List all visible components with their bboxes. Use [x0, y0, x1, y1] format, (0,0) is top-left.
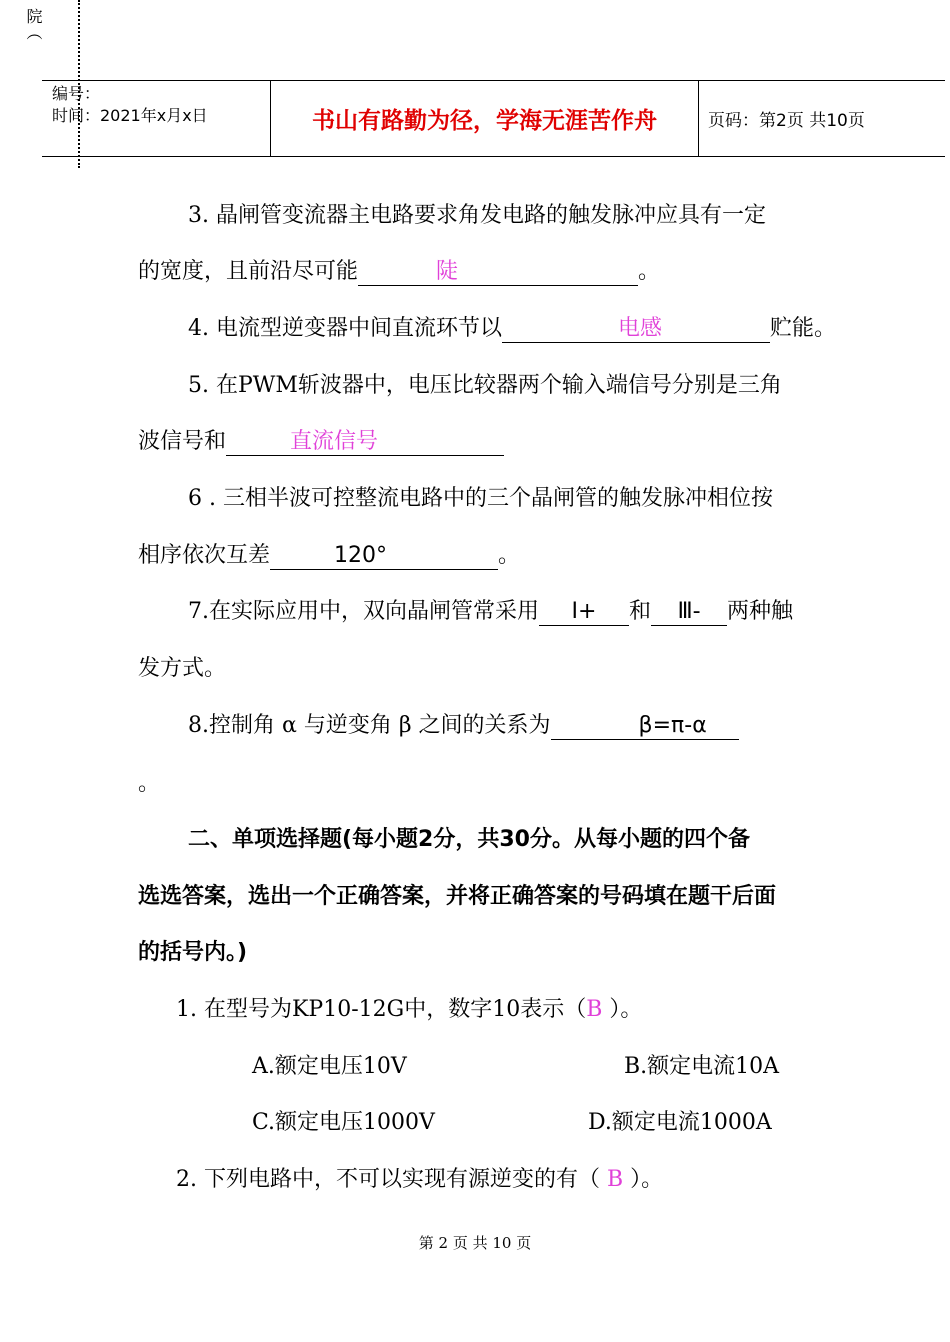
section2-line2: 选选答案，选出一个正确答案，并将正确答案的号码填在题干后面	[138, 884, 777, 909]
q7-answer2: Ⅲ-	[677, 599, 701, 624]
q3-blank	[358, 259, 638, 286]
q7-text: 7.在实际应用中，双向晶闸管常采用	[188, 599, 539, 624]
q5-answer: 直流信号	[290, 429, 379, 454]
q6-blank	[270, 543, 498, 570]
header-page-info: 页码：第2页 共10页	[708, 111, 865, 131]
q8-answer: β=π-α	[638, 713, 707, 738]
q8-blank	[551, 713, 739, 740]
c1-option-c: C.额定电压1000V	[252, 1110, 435, 1135]
q3-text: 的宽度，且前沿尽可能	[138, 259, 359, 284]
c1-end: ）。	[602, 997, 643, 1022]
q6-answer: 120°	[334, 543, 388, 568]
q5-text: 波信号和	[138, 429, 227, 454]
section2-heading: 二、单项选择题(每小题2分，共30分。从每小题的四个备	[188, 827, 750, 852]
time-label: 时间：2021年x月x日	[52, 106, 208, 125]
q6-line2	[138, 538, 520, 570]
q4-text: 4. 电流型逆变器中间直流环节以	[188, 316, 502, 341]
number-label: 编号：	[52, 84, 101, 103]
q3-end: 。	[638, 259, 661, 284]
q7-and: 和	[629, 599, 652, 624]
c2-end: ）。	[623, 1167, 664, 1192]
q7-answer1: Ⅰ+	[571, 599, 597, 624]
section2-line3: 的括号内。)	[138, 940, 248, 965]
q4-end: 贮能。	[769, 316, 836, 341]
c1-answer: B	[586, 997, 603, 1022]
q4-blank	[502, 316, 770, 343]
q4-line	[188, 311, 836, 343]
c1-option-d: D.额定电流1000A	[588, 1110, 772, 1135]
q7-blank1	[539, 599, 629, 626]
c1-option-a: A.额定电压10V	[252, 1054, 407, 1079]
c1-stem	[176, 992, 642, 1023]
q8-line1	[188, 708, 739, 740]
q5-line1: 5. 在PWM斩波器中，电压比较器两个输入端信号分别是三角	[188, 373, 782, 398]
q3-line2	[138, 254, 660, 286]
c1-option-b: B.额定电流10A	[624, 1054, 780, 1079]
q8-text: 8.控制角 α 与逆变角 β 之间的关系为	[188, 713, 551, 738]
q3-line1: 3. 晶闸管变流器主电路要求角发电路的触发脉冲应具有一定	[188, 203, 766, 228]
q3-answer: 陡	[436, 259, 459, 284]
header-motto: 书山有路勤为径，学海无涯苦作舟	[271, 81, 699, 156]
header-meta	[42, 81, 271, 156]
q8-line2: 。	[138, 771, 161, 796]
page-footer: 第 2 页 共 10 页	[418, 1234, 532, 1252]
page-header	[42, 80, 945, 157]
q4-answer: 电感	[617, 316, 662, 341]
q7-blank2	[651, 599, 727, 626]
q7-tail: 两种触	[727, 599, 794, 624]
side-margin-mark: 院（	[24, 8, 43, 40]
c2-answer: B	[606, 1167, 624, 1192]
q5-blank	[226, 429, 504, 456]
c1-text: 1. 在型号为KP10-12G中，数字10表示（	[176, 997, 587, 1022]
c2-stem	[176, 1162, 663, 1193]
q6-end: 。	[498, 543, 521, 568]
c2-text: 2. 下列电路中，不可以实现有源逆变的有（	[176, 1167, 607, 1192]
q6-text: 相序依次互差	[138, 543, 271, 568]
q5-line2	[138, 424, 504, 456]
q7-line1	[188, 594, 793, 626]
q7-line2: 发方式。	[138, 656, 227, 681]
q6-line1: 6 . 三相半波可控整流电路中的三个晶闸管的触发脉冲相位按	[188, 486, 773, 511]
